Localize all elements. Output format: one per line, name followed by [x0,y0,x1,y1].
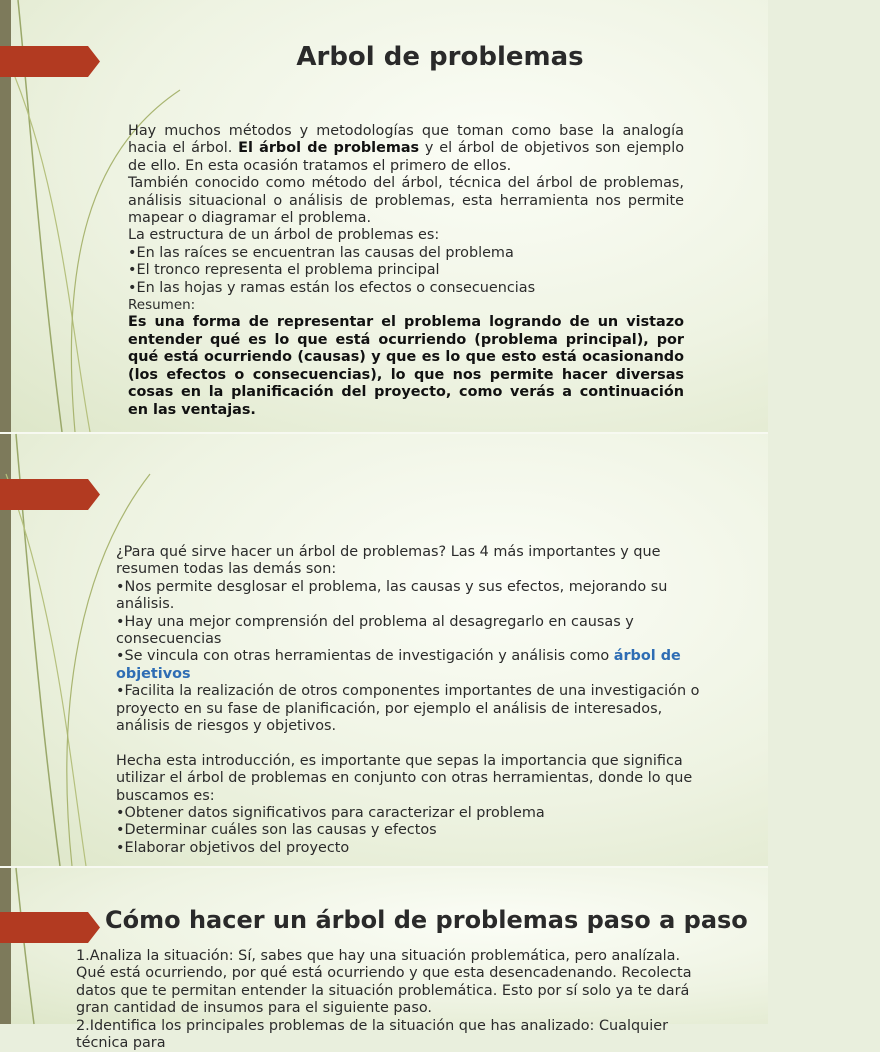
arbol-de-objetivos-link[interactable]: árbol de objetivos [116,648,681,682]
goal-bullet: •Obtener datos significativos para caracterizar el problema [116,805,545,822]
slide-3-title: Cómo hacer un árbol de problemas paso a paso [105,906,748,934]
purpose-bullet: •Hay una mejor comprensión del problema al desagregarlo en causas y consecuencias [116,613,634,648]
purpose-bullet: •Se vincula con otras herramientas de investigación y análisis como árbol de objetivos [116,648,681,682]
summary-label: Resumen: [128,297,196,314]
slide-2 [0,434,768,866]
intro-paragraph: Hay muchos métodos y metodologías que toman como base la analogía hacia el árbol. El árbol de problemas y el árbol de objetivos son ejemplo de ello. En esta ocasión tratamos el primero de ellos. [128,123,684,174]
goal-bullet: •Determinar cuáles son las causas y efectos [116,822,437,839]
definition-paragraph: También conocido como método del árbol, técnica del árbol de problemas, análisis situacional o análisis de problemas, esta herramienta nos permite mapear o diagramar el problema. [128,175,684,227]
slide-1-title: Arbol de problemas [296,42,584,72]
intro-bold-term: El árbol de problemas [238,140,420,157]
structure-bullet: •En las hojas y ramas están los efectos o consecuencias [128,279,536,296]
title-arrow-marker [0,912,100,943]
slide-3-body [76,948,708,1052]
slide-1-body [128,123,684,419]
step-2: 2.Identifica los principales problemas de la situación que has analizado: Cualquier técnica para [76,1017,668,1052]
purpose-bullet: •Facilita la realización de otros componentes importantes de una investigación o proyecto en su fase de planificación, por ejemplo el análisis de interesados, análisis de riesgos y objetivos. [116,683,700,735]
slide-2-body [116,544,706,857]
structure-heading: La estructura de un árbol de problemas es: [128,227,440,244]
purpose-bullet: •Nos permite desglosar el problema, las causas y sus efectos, mejorando su análisis. [116,578,668,613]
purpose-question: ¿Para qué sirve hacer un árbol de problemas? Las 4 más importantes y que resumen todas las demás son: [116,544,661,578]
structure-bullet: •El tronco representa el problema principal [128,262,440,279]
slide-1 [0,0,768,432]
summary-paragraph: Es una forma de representar el problema logrando de un vistazo entender qué es lo que está ocurriendo (problema principal), por qué está ocurriendo (causas) y que es lo que esto está ocasionando (los efectos o consecuencias), lo que nos permite hacer diversas cosas en la planificación del proyecto, como verás a continuación en las ventajas. [128,314,684,418]
section-arrow-marker [0,479,100,510]
structure-bullet: •En las raíces se encuentran las causas del problema [128,244,514,261]
slide-3 [0,868,768,1052]
goal-bullet: •Elaborar objetivos del proyecto [116,839,350,856]
step-1: 1.Analiza la situación: Sí, sabes que hay una situación problemática, pero analízala. Qué está ocurriendo, por qué está ocurriendo y que esta desencadenando. Recolecta datos que te permitan entender la situación problemática. Esto por sí solo ya te dará gran cantidad de insumos para el siguiente paso. [76,948,692,1017]
introduction-paragraph: Hecha esta introducción, es importante que sepas la importancia que significa utilizar el árbol de problemas en conjunto con otras herramientas, donde lo que buscamos es: [116,752,693,804]
